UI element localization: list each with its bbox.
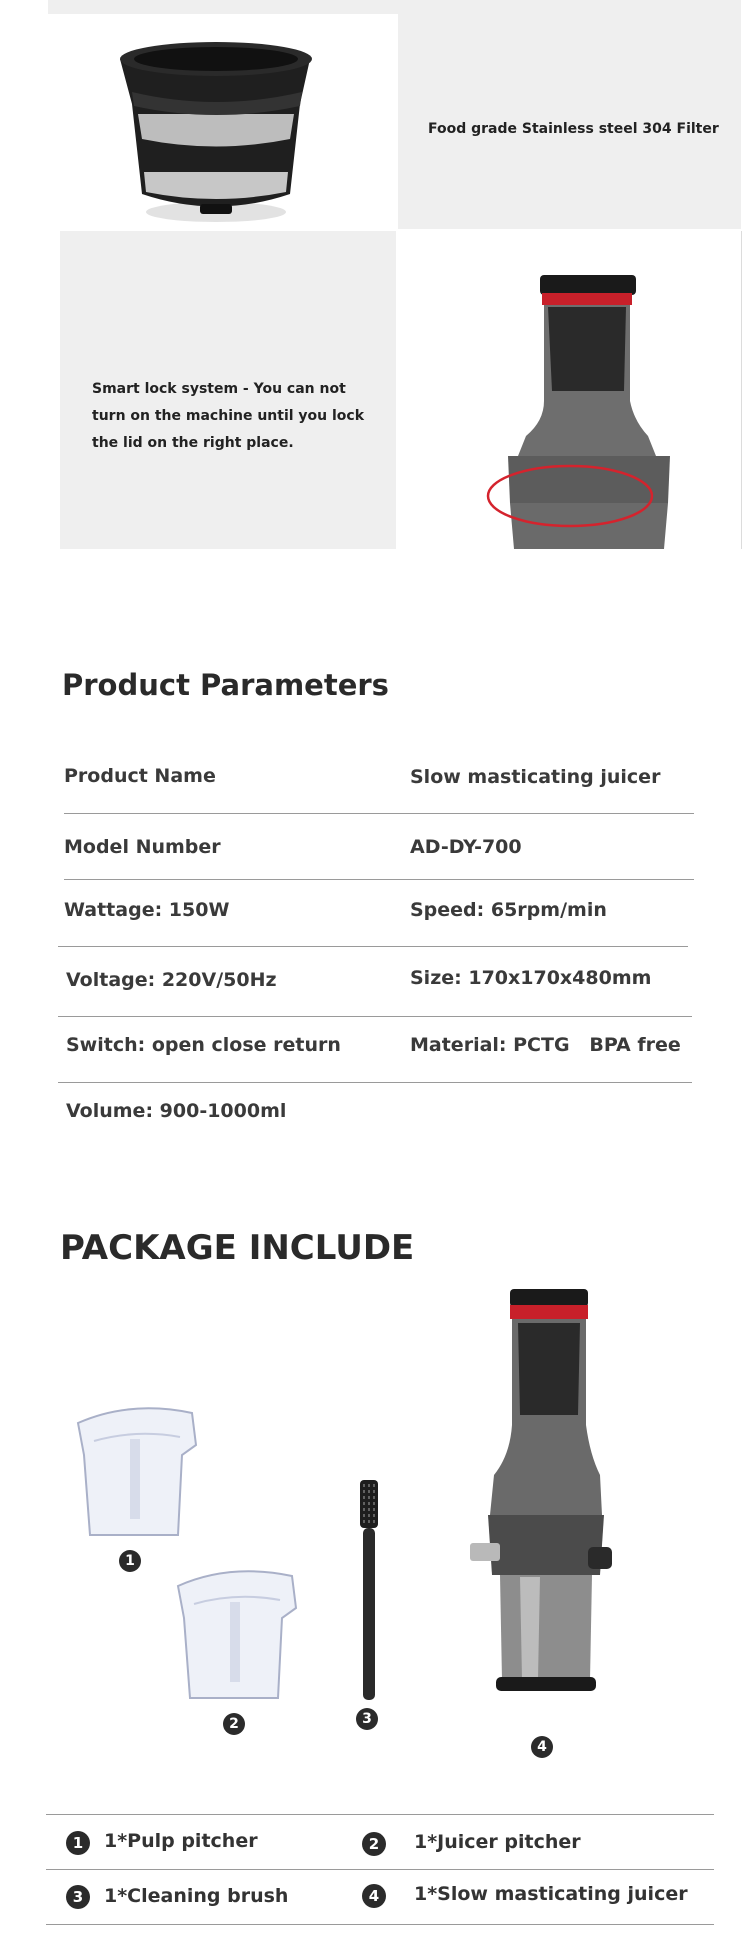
juicer-photo	[470, 1285, 620, 1693]
juicer-pitcher-photo	[170, 1558, 305, 1708]
param-divider-1	[64, 813, 694, 814]
param-divider-5	[58, 1082, 692, 1083]
package-item-3-number: 3	[66, 1885, 90, 1909]
param-size: Size: 170x170x480mm	[410, 967, 652, 989]
filter-text-cell	[398, 14, 741, 229]
juicer-lid-lock-icon	[398, 231, 741, 549]
param-volume: Volume: 900-1000ml	[66, 1100, 287, 1122]
param-material: Material: PCTG BPA free	[410, 1034, 681, 1056]
pulp-pitcher-photo	[70, 1395, 205, 1545]
package-divider-top	[46, 1814, 714, 1815]
photo-number-2: 2	[223, 1713, 245, 1735]
param-switch: Switch: open close return	[66, 1034, 341, 1056]
param-voltage: Voltage: 220V/50Hz	[66, 969, 277, 991]
package-item-1-label: 1*Pulp pitcher	[104, 1830, 258, 1852]
param-product-name-label: Product Name	[64, 765, 216, 787]
package-item-2-number: 2	[362, 1832, 386, 1856]
package-divider-bottom	[46, 1924, 714, 1925]
package-item-4-number: 4	[362, 1884, 386, 1908]
filter-photo-cell	[60, 14, 396, 229]
photo-number-3: 3	[356, 1708, 378, 1730]
parameters-title: Product Parameters	[62, 668, 389, 702]
package-divider-middle	[46, 1869, 714, 1870]
photo-number-4: 4	[531, 1736, 553, 1758]
package-title: PACKAGE INCLUDE	[60, 1228, 415, 1268]
param-divider-4	[58, 1016, 692, 1017]
param-speed: Speed: 65rpm/min	[410, 899, 607, 921]
slow-juicer-icon	[470, 1285, 620, 1693]
param-model-label: Model Number	[64, 836, 221, 858]
cleaning-brush-photo	[354, 1478, 384, 1703]
top-gray-strip	[48, 0, 741, 14]
param-divider-2	[64, 879, 694, 880]
lock-text-cell	[60, 231, 396, 549]
photo-number-1: 1	[119, 1550, 141, 1572]
filter-feature-text: Food grade Stainless steel 304 Filter	[428, 121, 719, 137]
lock-photo-cell	[398, 231, 741, 549]
package-item-1-number: 1	[66, 1831, 90, 1855]
param-divider-3	[58, 946, 688, 947]
package-item-2-label: 1*Juicer pitcher	[414, 1831, 581, 1853]
pulp-pitcher-icon	[70, 1395, 205, 1545]
package-item-3-label: 1*Cleaning brush	[104, 1885, 289, 1907]
cleaning-brush-icon	[354, 1478, 384, 1703]
filter-basket-icon	[60, 14, 396, 229]
grid-right-edge	[741, 231, 742, 549]
lock-feature-text: Smart lock system - You can not turn on the machine until you lock the lid on the right place.	[92, 381, 365, 451]
param-product-name-value: Slow masticating juicer	[410, 766, 661, 788]
package-item-4-label: 1*Slow masticating juicer	[414, 1883, 688, 1905]
param-wattage: Wattage: 150W	[64, 899, 230, 921]
param-model-value: AD-DY-700	[410, 836, 522, 858]
juicer-pitcher-icon	[170, 1558, 305, 1708]
